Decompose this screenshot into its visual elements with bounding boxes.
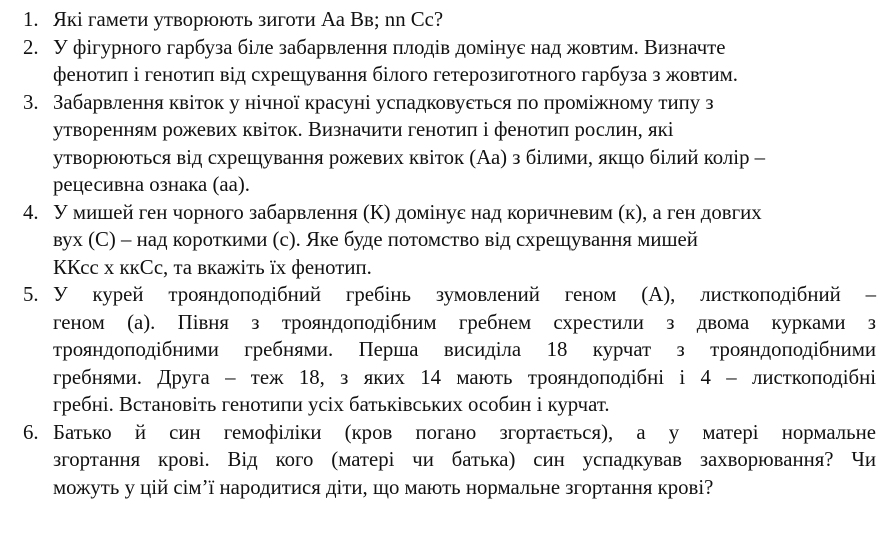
task-item-4 [0, 199, 896, 282]
task-number: 1. [23, 8, 39, 31]
task-text-line: Батько й син гемофіліки (кров погано згортається), а у матері нормальне [53, 420, 876, 444]
task-text-line: ККсс х ккСс, та вкажіть їх фенотип. [53, 255, 372, 279]
task-number: 5. [23, 283, 39, 306]
task-item-6 [0, 419, 896, 502]
task-text-line: геном (а). Півня з трояндоподібним гребнем схрестили з двома курками з [53, 310, 876, 334]
task-text-line: У фігурного гарбуза біле забарвлення плодів домінує над жовтим. Визначте [53, 35, 726, 59]
task-text-line: утворюються від схрещування рожевих квіток (Аа) з білими, якщо білий колір – [53, 145, 766, 169]
task-text-line: рецесивна ознака (аа). [53, 173, 250, 196]
task-text-line: вух (С) – над короткими (с). Яке буде потомство від схрещування мишей [53, 228, 698, 251]
task-item-1 [0, 6, 896, 34]
task-text-line: У курей трояндоподібний гребінь зумовлений геном (А), листкоподібний – [53, 283, 876, 306]
document-page [0, 6, 896, 501]
task-text-line: трояндоподібними гребнями. Перша висиділа 18 курчат з трояндоподібними [53, 338, 876, 361]
task-text-line: утворенням рожевих квіток. Визначити генотип і фенотип рослин, які [53, 118, 674, 141]
task-text-line: фенотип і генотип від схрещування білого гетерозиготного гарбуза з жовтим. [53, 63, 738, 86]
task-item-3 [0, 89, 896, 199]
task-number: 6. [23, 420, 39, 444]
task-text-line: Забарвлення квіток у нічної красуні успадковується по проміжному типу з [53, 90, 714, 114]
task-text-line: гребні. Встановіть генотипи усіх батьківських особин і курчат. [53, 393, 610, 416]
task-text-line: Які гамети утворюють зиготи Аа Вв; nn Cc? [53, 8, 444, 31]
task-number: 2. [23, 35, 39, 59]
task-text-line: гребнями. Друга – теж 18, з яких 14 мають трояндоподібні і 4 – листкоподібні [53, 365, 876, 389]
task-item-2 [0, 34, 896, 89]
task-number: 4. [23, 200, 39, 224]
task-item-5 [0, 281, 896, 419]
task-text-line: згортання крові. Від кого (матері чи батька) син успадкував захворювання? Чи [53, 448, 876, 471]
task-text-line: У мишей ген чорного забарвлення (К) домінує над коричневим (к), а ген довгих [53, 200, 762, 224]
task-text-line: можуть у цій сім’ї народитися діти, що мають нормальне згортання крові? [53, 475, 714, 499]
task-number: 3. [23, 90, 39, 114]
